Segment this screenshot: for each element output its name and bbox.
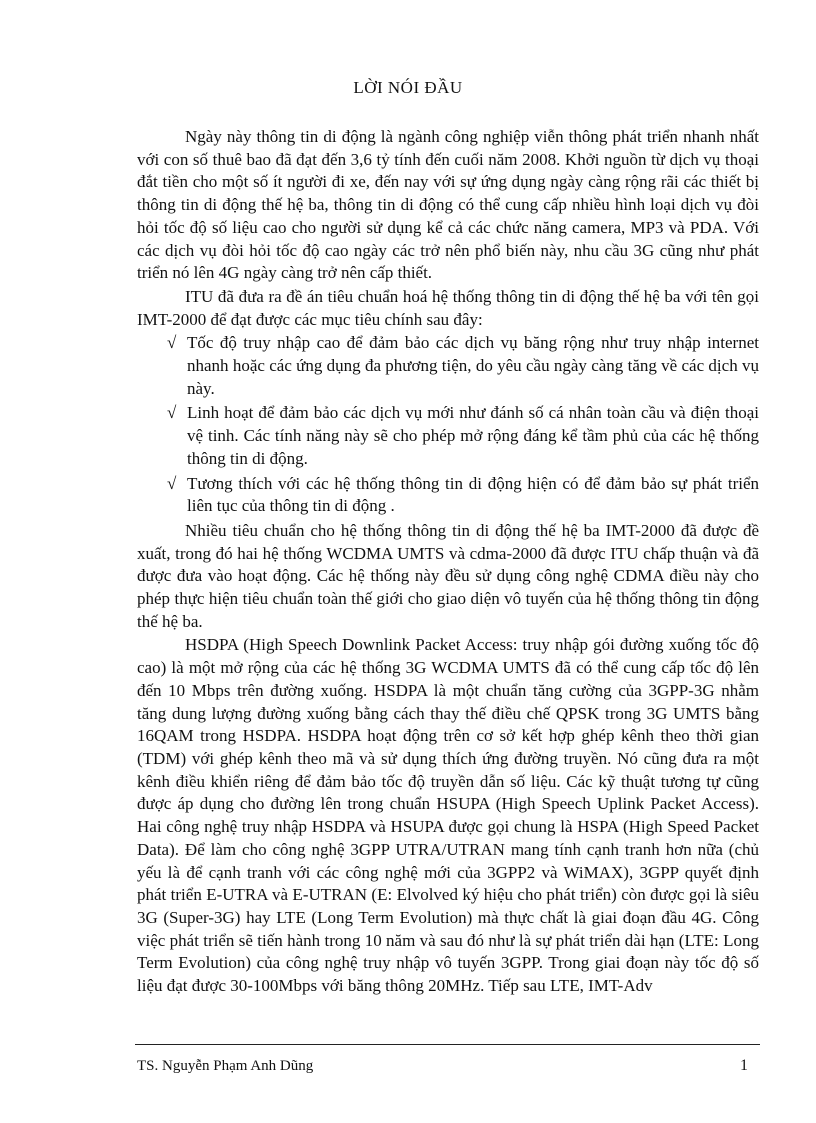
list-item xyxy=(137,473,759,518)
paragraph: ITU đã đưa ra đề án tiêu chuẩn hoá hệ thống thông tin di động thế hệ ba với tên gọi IMT-2000 để đạt được các mục tiêu chính sau đây: xyxy=(137,286,759,329)
footer-divider xyxy=(135,1044,760,1045)
footer-author: TS. Nguyễn Phạm Anh Dũng xyxy=(137,1058,314,1074)
list-item xyxy=(137,332,759,400)
paragraph: HSDPA (High Speech Downlink Packet Access: truy nhập gói đường xuống tốc độ cao) là một mở rộng của các hệ thống 3G WCDMA UMTS đã có thể cung cấp tốc độ lên đến 10 Mbps trên đường xuống. HSDPA là một chuẩn tăng cường của 3GPP-3G nhằm tăng dung lượng đường xuống bằng cách thay thế điều chế QPSK trong 3G UMTS bằng 16QAM trong HSDPA. HSDPA hoạt động trên cơ sở kết hợp ghép kênh theo thời gian (TDM) với ghép kênh theo mã và sử dụng thích ứng đường truyền. Nó cũng đưa ra một kênh điều khiển riêng để đảm bảo tốc độ truyền dẫn số liệu. Các kỹ thuật tương tự cũng được áp dụng cho đường lên trong chuẩn HSUPA (High Speech Uplink Packet Access). Hai công nghệ truy nhập HSDPA và HSUPA được gọi chung là HSPA (High Speed Packet Data). Để làm cho công nghệ 3GPP UTRA/UTRAN mang tính cạnh tranh hơn nữa (chủ yếu là để cạnh tranh với các công nghệ mới của 3GPP2 và WiMAX), 3GPP quyết định phát triển E-UTRA và E-UTRAN (E: Elvolved ký hiệu cho phát triển) còn được gọi là siêu 3G (Super-3G) hay LTE (Long Term Evolution) mà thực chất là giai đoạn đầu 4G. Công việc phát triển sẽ tiến hành trong 10 năm và sau đó như là sự phát triển dài hạn (LTE: Long Term Evolution) của công nghệ truy nhập vô tuyến 3GPP. Trong giai đoạn này tốc độ số liệu đạt được 30-100Mbps với băng thông 20MHz. Tiếp sau LTE, IMT-Adv xyxy=(137,635,759,996)
paragraph: Nhiều tiêu chuẩn cho hệ thống thông tin di động thế hệ ba IMT-2000 đã được đề xuất, trong đó hai hệ thống WCDMA UMTS và cdma-2000 đã được ITU chấp thuận và đã được đưa vào hoạt động. Các hệ thống này đều sử dụng công nghệ CDMA điều này cho phép thực hiện tiêu chuẩn toàn thế giới cho giao diện vô tuyến của hệ thống thông tin động thế hệ ba. xyxy=(137,520,759,631)
list-item xyxy=(137,402,759,470)
checkmark-icon: √ xyxy=(167,473,177,493)
list-item-text: Tốc độ truy nhập cao để đảm bảo các dịch vụ băng rộng như truy nhập internet nhanh hoặc các ứng dụng đa phương tiện, do yêu cầu ngày càng tăng về các dịch vụ này. xyxy=(187,333,759,398)
objective-list xyxy=(137,332,759,518)
page-title: LỜI NÓI ĐẦU xyxy=(353,78,463,97)
list-item-text: Linh hoạt để đảm bảo các dịch vụ mới như đánh số cá nhân toàn cầu và điện thoại vệ tinh. Các tính năng này sẽ cho phép mở rộng đáng kể tầm phủ của các hệ thống thông tin di động. xyxy=(187,403,759,468)
checkmark-icon: √ xyxy=(167,403,177,423)
paragraph: Ngày này thông tin di động là ngành công nghiệp viễn thông phát triển nhanh nhất với con số thuê bao đã đạt đến 3,6 tỷ tính đến cuối năm 2008. Khởi nguồn từ dịch vụ thoại đắt tiền cho một số ít người đi xe, đến nay với sự ứng dụng ngày càng rộng rãi các thiết bị thông tin di động thế hệ ba, thông tin di động có thể cung cấp nhiều hình loại dịch vụ đòi hỏi tốc độ số liệu cao cho người sử dụng kể cả các chức năng camera, MP3 và PDA. Với các dịch vụ đòi hỏi tốc độ cao ngày các trở nên phổ biến này, nhu cầu 3G cũng như phát triển nó lên 4G ngày càng trở nên cấp thiết. xyxy=(137,127,759,283)
page-number: 1 xyxy=(740,1057,748,1074)
checkmark-icon: √ xyxy=(167,333,177,353)
document-body xyxy=(137,126,759,999)
list-item-text: Tương thích với các hệ thống thông tin di động hiện có để đảm bảo sự phát triển liên tục của thông tin di động . xyxy=(187,473,759,516)
